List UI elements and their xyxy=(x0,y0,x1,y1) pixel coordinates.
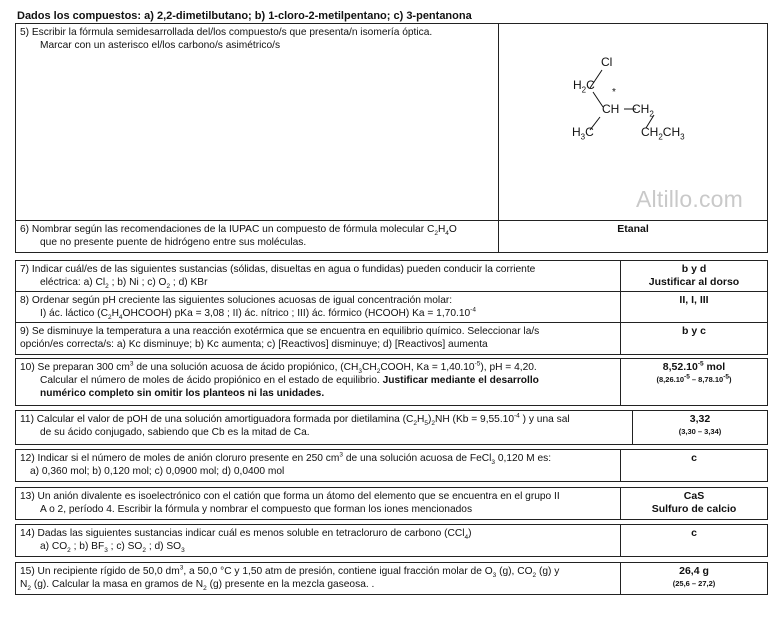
atom-cl: Cl xyxy=(601,55,613,69)
q8-answer: II, I, III xyxy=(679,294,709,306)
q9-answer: b y c xyxy=(682,325,706,337)
q10-answer: $8,52.10^{-5}$ mol $(8,26.10^{-5} - 8,78.10^{-5})$ xyxy=(656,360,732,384)
q5-text: 5) Escribir la fórmula semidesarrollada del/los compuesto/s que presenta/n isomería óptica. Marcar con un asterisco el/los carbono/s asimétrico/s xyxy=(20,27,433,51)
watermark: Altillo.com xyxy=(636,186,744,212)
q12-answer: c xyxy=(691,452,697,464)
divider-q6-top xyxy=(15,220,768,221)
group-ethyl: $CH_2CH_3$ xyxy=(641,125,685,142)
q13-answer: CaS Sulfuro de calcio xyxy=(651,490,737,515)
q13-text: 13) Un anión divalente es isoelectrónico con el catión que forma un átomo del elemento que se encuentra en el grupo II A o 2, período 4. Escribir la fórmula y nombrar el compuesto que forman los iones mencionados xyxy=(20,491,560,515)
q7-text: 7) Indicar cuál/es de las siguientes sustancias (sólidas, disueltas en agua o fundidas) pueden conducir la corriente eléctrica: a) $Cl_2$ ; b) Ni ; c) $O_2$ ; d) KBr xyxy=(20,264,536,291)
group-h2c: $H_2C$ xyxy=(573,78,595,95)
asymmetric-star: * xyxy=(612,87,616,98)
header-compounds: Dados los compuestos: a) 2,2-dimetilbutano; b) 1-cloro-2-metilpentano; c) 3-pentanona xyxy=(17,10,472,22)
q11-text: 11) Calcular el valor de pOH de una solución amortiguadora formada por dietilamina $(C_2H_5)_2NH$ ($Kb = 9,55.10^{-4}$ ) y una sal de su ácido conjugado, sabiendo que Cb es la mitad de Ca. xyxy=(20,412,570,438)
divider-q5 xyxy=(498,23,499,253)
group-ch2: $CH_2$ xyxy=(632,102,654,119)
q14-text: 14) Dadas las siguientes sustancias indicar cuál es menos soluble en tetracloruro de carbono (CCl$_4$) a) $CO_2$ ; b) $BF_3$ ; c) $SO_2$ ; d) $SO_3$ xyxy=(20,528,472,555)
q6-answer: Etanal xyxy=(617,223,649,235)
q7-answer: b y d Justificar al dorso xyxy=(648,263,740,288)
group-h3c: $H_3C$ xyxy=(572,125,594,142)
q8-text: 8) Ordenar según pH creciente las siguientes soluciones acuosas de igual concentración molar: I) ác. láctico $(C_2H_4OHCOOH)$ pKa = 3,08 ; II) ác. nítrico ; III) ác. fórmico (HCOOH) $Ka = 1,70.10^{-4}$ xyxy=(20,295,476,322)
q11-answer: 3,32 (3,30 – 3,34) xyxy=(678,413,722,436)
q6-text: 6) Nombrar según las recomendaciones de la IUPAC un compuesto de fórmula molecular $C_2H_4O$ que no presente puente de hidrógeno entre sus moléculas. xyxy=(20,224,457,248)
q10-text: 10) Se preparan 300 $cm^3$ de una solución acuosa de ácido propiónico, ($CH_3CH_2COOH$, $Ka = 1,40.10^{-5}$), pH = 4,20. Calcular el número de moles de ácido propiónico en el estado de equilibrio. Justificar mediante el desarrollo numérico completo sin omitir los planteos ni las unidades. xyxy=(20,360,539,399)
divider-q8-top xyxy=(15,291,768,292)
q15-text: 15) Un recipiente rígido de 50,0 $dm^3$, a 50,0 °C y 1,50 atm de presión, contiene igual fracción molar de $O_3$ (g), $CO_2$ (g) y $N_2$ (g). Calcular la masa en gramos de $N_2$ (g) presente en la mezcla gaseosa. . xyxy=(20,564,560,593)
q9-text: 9) Se disminuye la temperatura a una reacción exotérmica que se encuentra en equilibrio químico. Seleccionar la/s opción/es correcta/s: a) Kc disminuye; b) Kc aumenta; c) [Reactivos] disminuye; d) [Reactivos] aumenta xyxy=(20,326,540,350)
q12-text: 12) Indicar si el número de moles de anión cloruro presente en 250 $cm^3$ de una solución acuosa de FeCl$_3$ 0,120 M es: a) 0,360 mol; b) 0,120 mol; c) 0,0900 mol; d) 0,0400 mol xyxy=(20,451,552,477)
group-ch: CH xyxy=(602,102,620,116)
q15-answer: 26,4 g (25,6 – 27,2) xyxy=(672,565,716,588)
q14-answer: c xyxy=(691,527,697,539)
divider-q9-top xyxy=(15,322,768,323)
